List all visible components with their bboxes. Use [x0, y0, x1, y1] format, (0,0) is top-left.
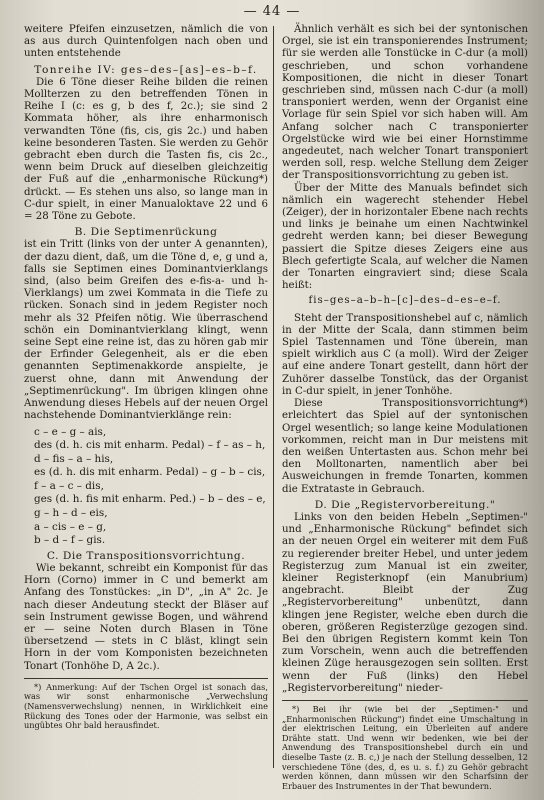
paragraph-transposition-effect: Diese Transpositionsvorrichtung*) erleichtert das Spiel auf der syntonischen Orgel wesentlich; so lange keine Modulationen vorkommen, reicht man in Dur meistens mit den weißen Untertasten aus. Schon mehr bei den Molltonarten, namentlich aber bei Ausweichungen in fremde Tonarten, kommen die Extrataste in Gebrauch.	[282, 398, 528, 495]
chord-item: g – h – d – eis,	[34, 507, 108, 520]
paragraph-syntonic-orgel: Ähnlich verhält es sich bei der syntonischen Orgel, sie ist ein transponierendes Instrument; für sie werden alle Tonstücke in C-dur (a moll) geschrieben, und schon vorhandene Kompositionen, die nicht in dieser Tonart geschrieben sind, müssen nach C-dur (a moll) transponiert werden, wenn der Organist eine Vorlage für sein Spiel vor sich haben will. Am Anfang solcher nach C transponierter Orgelstücke wird wie bei einer Hornstimme angedeutet, nach welcher Tonart transponiert werden soll, resp. welche Stellung dem Zeiger der Transpositionsvorrichtung zu geben ist.	[282, 24, 528, 182]
chord-item: des (d. h. cis mit enharm. Pedal) – f – as – h,	[34, 439, 266, 452]
paragraph-hebel: Steht der Transpositionshebel auf c, nämlich in der Mitte der Scala, dann stimmen beim Spiel Tastennamen und Töne überein, man spielt wirklich aus C (a moll). Wird der Zeiger auf eine andere Tonart gestellt, dann hört der Zuhörer dasselbe Tonstück, das der Organist in C-dur spielt, in jener Tonhöhe.	[282, 312, 528, 397]
intro-paragraph: weitere Pfeifen einzusetzen, nämlich die von as aus durch Quintenfolgen nach oben und unten entstehende	[24, 24, 268, 60]
chord-item: a – cis – e – g,	[34, 520, 107, 533]
paragraph-zeiger: Über der Mitte des Manuals befindet sich nämlich ein wagerecht stehender Hebel (Zeiger), der in horizontaler Ebene nach rechts und links je beinahe um einen Nachtwinkel gedreht werden kann; bei dieser Bewegung passiert die Spitze dieses Zeigers eine aus Blech gefertigte Scala, auf welcher die Namen der Tonarten eingraviert sind; diese Scala heißt:	[282, 182, 528, 292]
page-number: — 44 —	[243, 4, 301, 19]
footnote-right: *) Bei ihr (wie bei der „Septimen-" und „Enharmonischen Rückung") findet eine Umschaltung in der elektrischen Leitung, ein Überleiten auf andere Drähte statt. Und wenn wir bedenken, wie bei der Anwendung des Transpositionshebel durch ein und dieselbe Taste (z. B. c,) je nach der Stellung desselben, 12 verschiedene Töne (des, d, es u. s. f.) zu Gehör gebracht werden können, dann müssen wir den Scharfsinn der Erbauer des Instrumentes in der That bewundern.	[282, 703, 528, 791]
chord-item: f – a – c – dis,	[34, 479, 104, 492]
footnote-divider	[282, 700, 528, 701]
footnote-divider	[24, 678, 268, 679]
chord-item: d – fis – a – his,	[34, 452, 114, 465]
paragraph-tonreihe: Die 6 Töne dieser Reihe bilden die reinen Mollterzen zu den betreffenden Tönen in Reihe I (c: es g, b des f, 2c.); sie sind 2 Kommata höher, als ihre enharmonisch verwandten Töne (fis, cis, gis 2c.) und haben keine besonderen Tasten. Sie werden zu Gehör gebracht eben durch die Tasten fis, cis 2c., wenn beim Druck auf dieselben gleichzeitig der Fuß auf die „enharmonische Rückung*) drückt. — Es stehen uns also, so lange man in C-dur spielt, in einer Manualoktave 22 und 6 = 28 Töne zu Gebote.	[24, 76, 268, 223]
chord-item: ges (d. h. fis mit enharm. Ped.) – b – des – e,	[34, 493, 266, 506]
scala-line: fis–ges–a–b–h–[c]–des–d–es–e–f.	[308, 295, 502, 307]
tonreihe-heading: Tonreihe IV: ges–des–[as]–es–b–f.	[34, 63, 258, 76]
section-b-heading: B. Die Septimenrückung	[74, 226, 218, 239]
section-c-heading: C. Die Transpositionsvorrichtung.	[46, 549, 246, 562]
chord-item: es (d. h. dis mit enharm. Pedal) – g – b – cis,	[34, 466, 266, 479]
column-divider	[273, 26, 274, 768]
chord-item: b – d – f – gis.	[34, 534, 106, 547]
paragraph-septimen: ist ein Tritt (links von der unter A genannten), der dazu dient, daß, um die Töne d, e, g und a, falls sie Septimen eines Dominantvierklangs sind, (also beim Greifen des e-fis-a- und h-Vierklangs) um zwei Kommata in die Tiefe zu rücken. Sonach sind in jedem Register noch mehr als 32 Pfeifen nötig. Wie überraschend schön ein Dominantvierklang klingt, wenn seine Sept eine reine ist, das zu hören gab mir der Erfinder Gelegenheit, als er die eben genannten Septimenakkorde anspielte, je zuerst ohne, dann mit Anwendung der „Septimenrückung". Im übrigen klingen ohne Anwendung dieses Hebels auf der neuen Orgel nachstehende Dominantvierklänge rein:	[24, 239, 268, 422]
footnote-left: *) Anmerkung: Auf der Tschen Orgel ist sonach das, was wir sonst enharmonische „Verwechslung (Namensverwechslung) nennen, in Wirklichkeit eine Rückung des Tones oder der Harmonie, was selbst ein ungübtes Ohr bald herausfindet.	[24, 681, 268, 731]
paragraph-transposition: Wie bekannt, schreibt ein Komponist für das Horn (Corno) immer in C und bemerkt am Anfang des Tonstückes: „in D", „in A" 2c. Je nach dieser Andeutung steckt der Bläser auf sein Instrument gewisse Bogen, und während er — seine Noten durch Blasen in Töne übersetzend — stets in C bläst, klingt sein Horn in der vom Komponisten bezeichneten Tonart (Tonhöhe D, A 2c.).	[24, 563, 268, 672]
left-column	[24, 24, 268, 731]
chord-item: c – e – g – ais,	[34, 425, 107, 438]
paragraph-registervorbereitung: Links von den beiden Hebeln „Septimen-" und „Enharmonische Rückung" befindet sich an der neuen Orgel ein weiterer mit dem Fuß zu regierender breiter Hebel, und unter jedem Registerzug zum Manual ist ein zweiter, kleiner Registerknopf (ein Manubrium) angebracht. Bleibt der Zug „Registervorbereitung" unbenützt, dann klingen jene Register, welche eben durch die oberen, größeren Registerzüge gezogen sind. Bei den übrigen Registern kommt kein Ton zum Vorschein, wenn auch die betreffenden kleinen Züge herausgezogen sein sollten. Erst wenn der Fuß (links) den Hebel „Registervorbereitung" nieder-	[282, 511, 528, 694]
section-d-heading: D. Die „Registervorbereitung."	[314, 498, 496, 511]
right-column	[282, 24, 528, 791]
chord-list	[24, 426, 268, 547]
